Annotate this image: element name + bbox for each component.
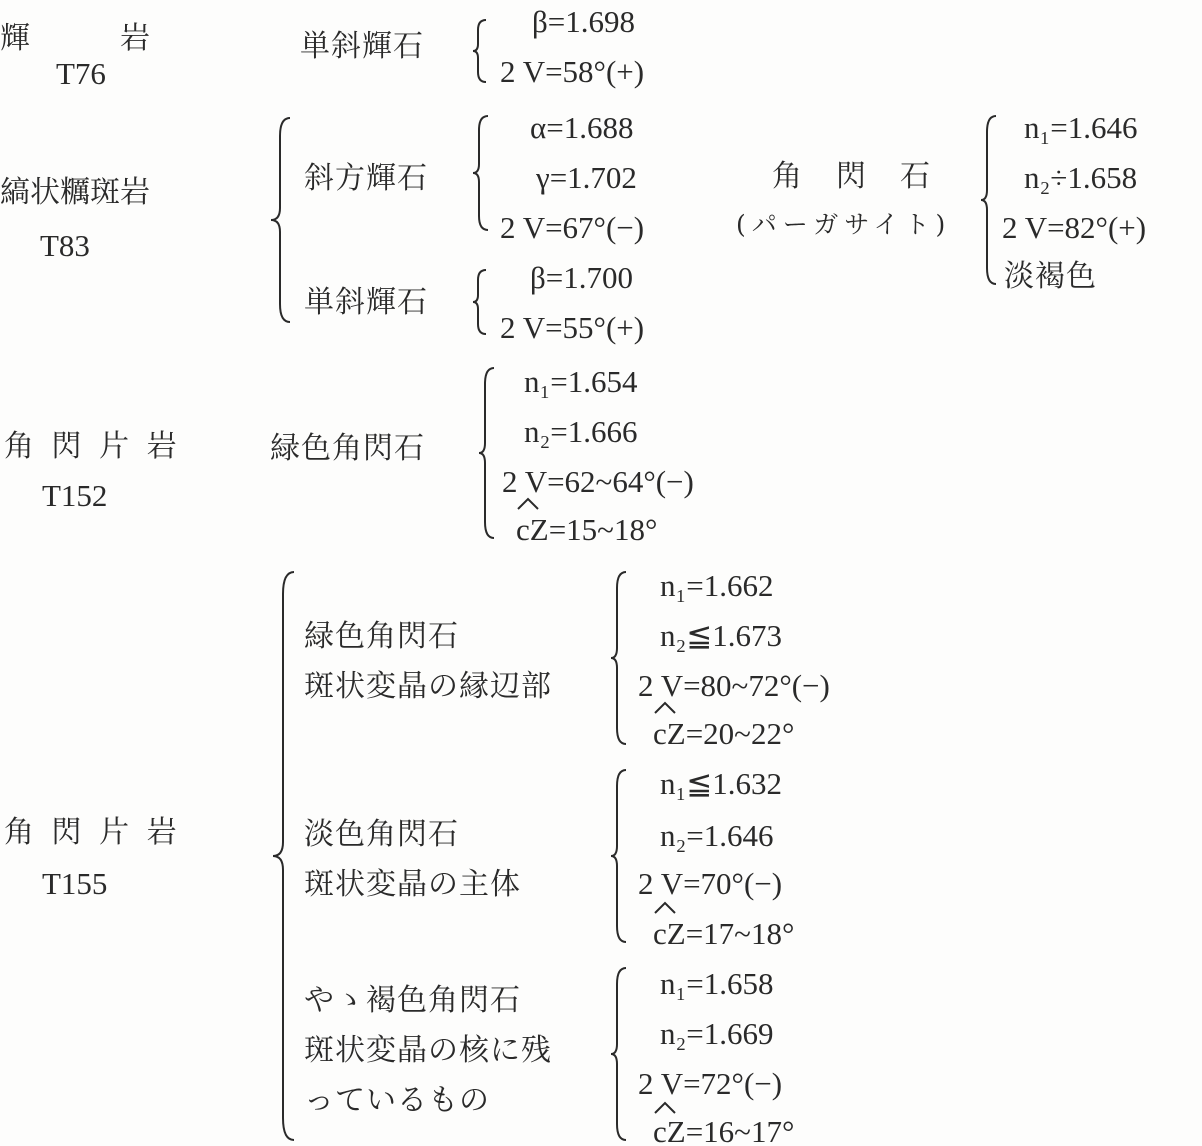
- occurrence-core-t155: 斑状変晶の核に残: [304, 1033, 552, 1068]
- brace-g3-t155: [610, 966, 632, 1142]
- occurrence-main-t155: 斑状変晶の主体: [304, 867, 521, 902]
- brace-t152: [478, 366, 500, 540]
- prop-beta-t83: β=1.700: [530, 260, 634, 295]
- prop-n1-t152: n₁=1.654: [524, 364, 638, 399]
- prop-n1-g1-t155: n₁=1.662: [660, 568, 774, 603]
- brace-opx-t83: [472, 114, 494, 232]
- brace-g2-t155: [610, 768, 632, 944]
- prop-2v-cpx-t83: 2 V=55°(+): [500, 310, 645, 345]
- brace-amphibole-t83: [980, 114, 1002, 286]
- prop-gamma-t83: γ=1.702: [536, 160, 637, 195]
- rock-name-t83: 縞状糲斑岩: [0, 175, 150, 210]
- prop-2v-opx-t83: 2 V=67°(−): [500, 210, 645, 245]
- angle-hat-icon: [517, 498, 539, 510]
- brace-cpx-t83: [472, 268, 492, 336]
- prop-cz-g1-t155: cZ=20~22°: [653, 716, 795, 751]
- prop-cz-g3-t155: cZ=16~17°: [653, 1114, 795, 1146]
- prop-n2-g2-t155: n₂=1.646: [660, 818, 774, 853]
- prop-2v-t76: 2 V=58°(+): [500, 54, 645, 89]
- prop-2v-t152: 2 V=62~64°(−): [502, 464, 694, 499]
- prop-n1-g3-t155: n₁=1.658: [660, 966, 774, 1001]
- brace-t76: [472, 18, 492, 84]
- prop-2v-g3-t155: 2 V=72°(−): [638, 1066, 783, 1101]
- prop-cz-g2-t155: cZ=17~18°: [653, 916, 795, 951]
- mineral-clinopyroxene-t76: 単斜輝石: [300, 29, 424, 64]
- angle-hat-icon: [654, 1102, 676, 1114]
- angle-hat-icon: [654, 702, 676, 714]
- sample-id-t76: T76: [56, 56, 106, 91]
- mineral-amphibole-t83: 角 閃 石: [772, 159, 932, 194]
- prop-n2-amph-t83: n₂÷1.658: [1024, 160, 1138, 195]
- prop-2v-g1-t155: 2 V=80~72°(−): [638, 668, 830, 703]
- prop-n2-t152: n₂=1.666: [524, 414, 638, 449]
- prop-cz-t152: cZ=15~18°: [516, 512, 658, 547]
- amphibole-variety-pargasite: (パーガサイト): [736, 210, 952, 239]
- sample-id-t83: T83: [40, 228, 90, 263]
- sample-id-t155: T155: [42, 866, 108, 901]
- prop-n1-g2-t155: n₁≦1.632: [660, 766, 783, 801]
- brace-g1-t155: [610, 570, 632, 746]
- occurrence-core-cont-t155: っているもの: [304, 1083, 490, 1118]
- prop-alpha-t83: α=1.688: [530, 110, 634, 145]
- rock-name-t76: 輝 岩: [0, 21, 150, 56]
- prop-n2-g3-t155: n₂=1.669: [660, 1016, 774, 1051]
- mineral-green-hornblende-t152: 緑色角閃石: [270, 431, 425, 466]
- mineral-brownish-hornblende-t155: やゝ褐色角閃石: [304, 983, 521, 1018]
- rock-name-t155: 角 閃 片 岩: [4, 815, 181, 850]
- mineral-orthopyroxene-t83: 斜方輝石: [304, 161, 428, 196]
- prop-n2-g1-t155: n₂≦1.673: [660, 618, 783, 653]
- occurrence-rim-t155: 斑状変晶の縁辺部: [304, 669, 552, 704]
- prop-n1-amph-t83: n₁=1.646: [1024, 110, 1138, 145]
- rock-name-t152: 角 閃 片 岩: [4, 429, 181, 464]
- prop-2v-g2-t155: 2 V=70°(−): [638, 866, 783, 901]
- outer-brace-t83: [268, 116, 294, 326]
- angle-hat-icon: [654, 902, 676, 914]
- mineral-clinopyroxene-t83: 単斜輝石: [304, 285, 428, 320]
- amphibole-colour-t83: 淡褐色: [1004, 259, 1097, 294]
- outer-brace-t155: [270, 570, 298, 1144]
- sample-id-t152: T152: [42, 478, 108, 513]
- prop-beta-t76: β=1.698: [532, 4, 636, 39]
- mineral-green-hornblende-t155: 緑色角閃石: [304, 619, 459, 654]
- prop-2v-amph-t83: 2 V=82°(+): [1002, 210, 1147, 245]
- mineral-pale-hornblende-t155: 淡色角閃石: [304, 817, 459, 852]
